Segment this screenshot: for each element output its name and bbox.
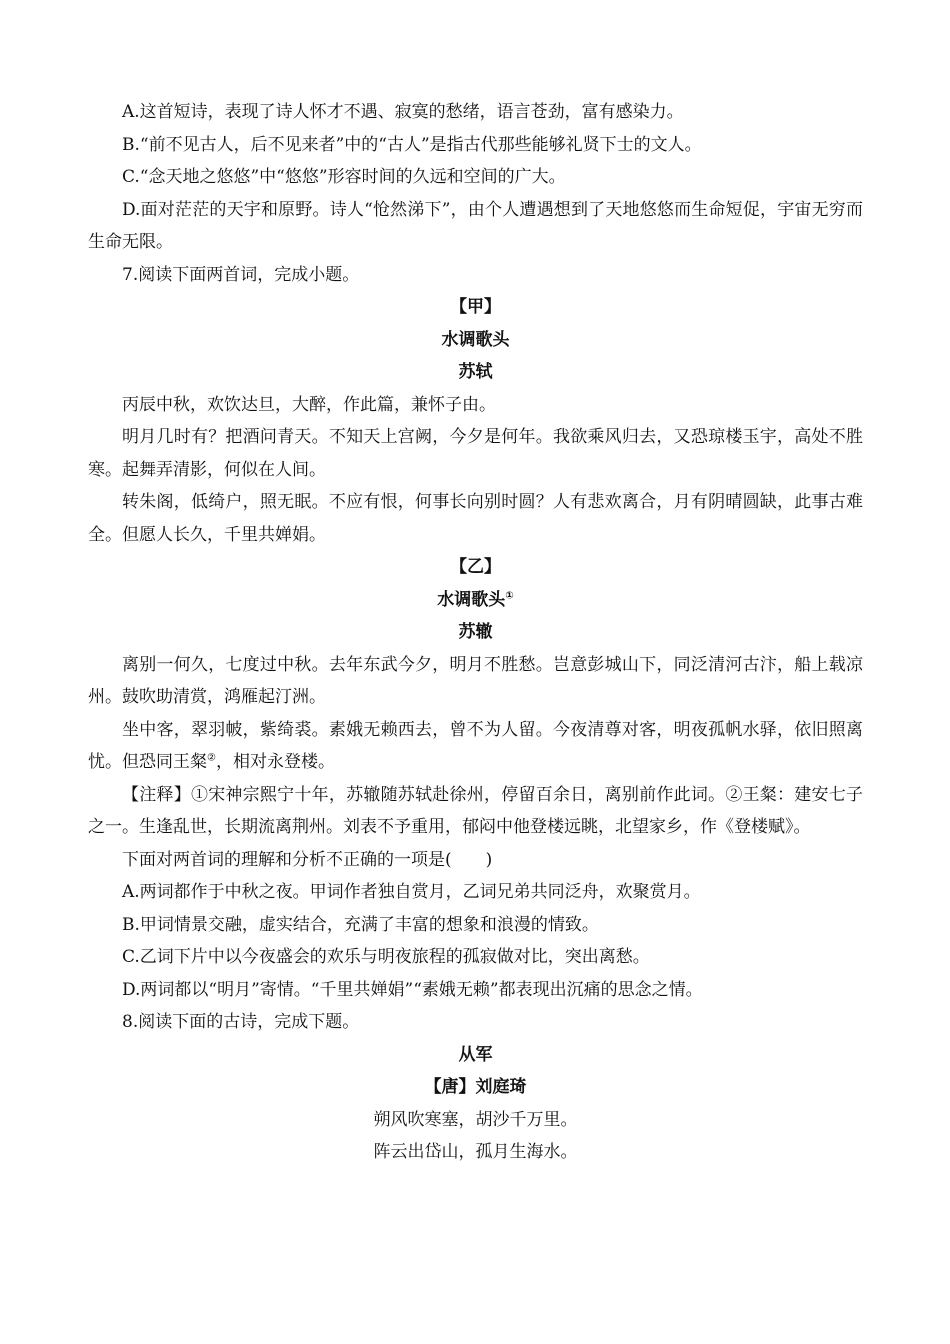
poem-yi-stanza-1: 离别一何久，七度过中秋。去年东武今夕，明月不胜愁。岂意彭城山下，同泛清河古汴，船上载凉州。鼓吹助清赏，鸿雁起汀洲。 (88, 654, 863, 707)
poem-jia-title: 水调歌头 (441, 329, 510, 350)
wang-can-footnote: ② (207, 752, 216, 764)
poem-yi-label: 【乙】 (450, 557, 501, 577)
poem-jia-stanza-2: 转朱阁，低绮户，照无眠。不应有恨，何事长向别时圆？人有悲欢离合，月有阴晴圆缺，此事古难全。但愿人长久，千里共婵娟。 (88, 492, 863, 545)
annotation-note: 【注释】①宋神宗熙宁十年，苏辙随苏轼赴徐州，停留百余日，离别前作此词。②王粲：建安七子之一。生逢乱世，长期流离荆州。刘表不予重用，郁闷中他登楼远眺，北望家乡，作《登楼赋》。 (88, 784, 863, 837)
poem-jia-label: 【甲】 (450, 297, 501, 317)
question-7-prompt: 下面对两首词的理解和分析不正确的一项是( ) (122, 849, 493, 870)
poem-yi-stanza-2: 坐中客，翠羽帔，紫绮裘。素娥无赖西去，曾不为人留。今夜清尊对客，明夜孤帆水驿，依旧照离忧。但恐同王粲 (88, 719, 863, 772)
poem-yi-title-footnote: ① (505, 589, 514, 601)
poem-yi-stanza-2-line (88, 714, 863, 779)
poem-q8-line-2: 阵云出岱山，孤月生海水。 (373, 1142, 578, 1162)
poem-jia-stanza-1: 明月几时有？把酒问青天。不知天上宫阙，今夕是何年。我欲乘风归去，又恐琼楼玉宇，高处不胜寒。起舞弄清影，何似在人间。 (88, 427, 863, 480)
option-b-q7: B.甲词情景交融，虚实结合，充满了丰富的想象和浪漫的情致。 (122, 914, 599, 935)
poem-jia-author: 苏轼 (458, 362, 493, 382)
poem-q8-author: 【唐】刘庭琦 (424, 1077, 527, 1097)
option-d-q7: D.两词都以“明月”寄情。“千里共婵娟”“素娥无赖”都表现出沉痛的思念之情。 (122, 979, 703, 1000)
option-a-q6: A.这首短诗，表现了诗人怀才不遇、寂寞的愁绪，语言苍劲，富有感染力。 (122, 102, 684, 122)
option-d-q6: D.面对茫茫的天宇和原野。诗人“怆然涕下”，由个人遭遇想到了天地悠悠而生命短促，宇宙无穷而生命无限。 (88, 199, 863, 252)
document-page (88, 96, 863, 1169)
option-a-q7: A.两词都作于中秋之夜。甲词作者独自赏月，乙词兄弟共同泛舟，欢聚赏月。 (122, 882, 701, 902)
option-c-q6: C.“念天地之悠悠”中“悠悠”形容时间的久远和空间的广大。 (122, 167, 566, 187)
poem-q8-line-1: 朔风吹寒塞，胡沙千万里。 (373, 1109, 578, 1130)
option-c-q7: C.乙词下片中以今夜盛会的欢乐与明夜旅程的孤寂做对比，突出离愁。 (122, 947, 650, 967)
poem-yi-stanza-2-end: ，相对永登楼。 (215, 752, 335, 772)
poem-q8-title: 从军 (458, 1044, 493, 1065)
option-b-q6: B.“前不见古人，后不见来者”中的“古人”是指古代那些能够礼贤下士的文人。 (122, 134, 702, 155)
poem-jia-preface: 丙辰中秋，欢饮达旦，大醉，作此篇，兼怀子由。 (122, 394, 496, 415)
question-8-stem: 8.阅读下面的古诗，完成下题。 (122, 1012, 360, 1032)
poem-yi-author: 苏辙 (458, 622, 493, 642)
poem-yi-title-line (88, 584, 863, 617)
poem-yi-title: 水调歌头 (437, 589, 506, 610)
question-7-stem: 7.阅读下面两首词，完成小题。 (122, 264, 360, 285)
